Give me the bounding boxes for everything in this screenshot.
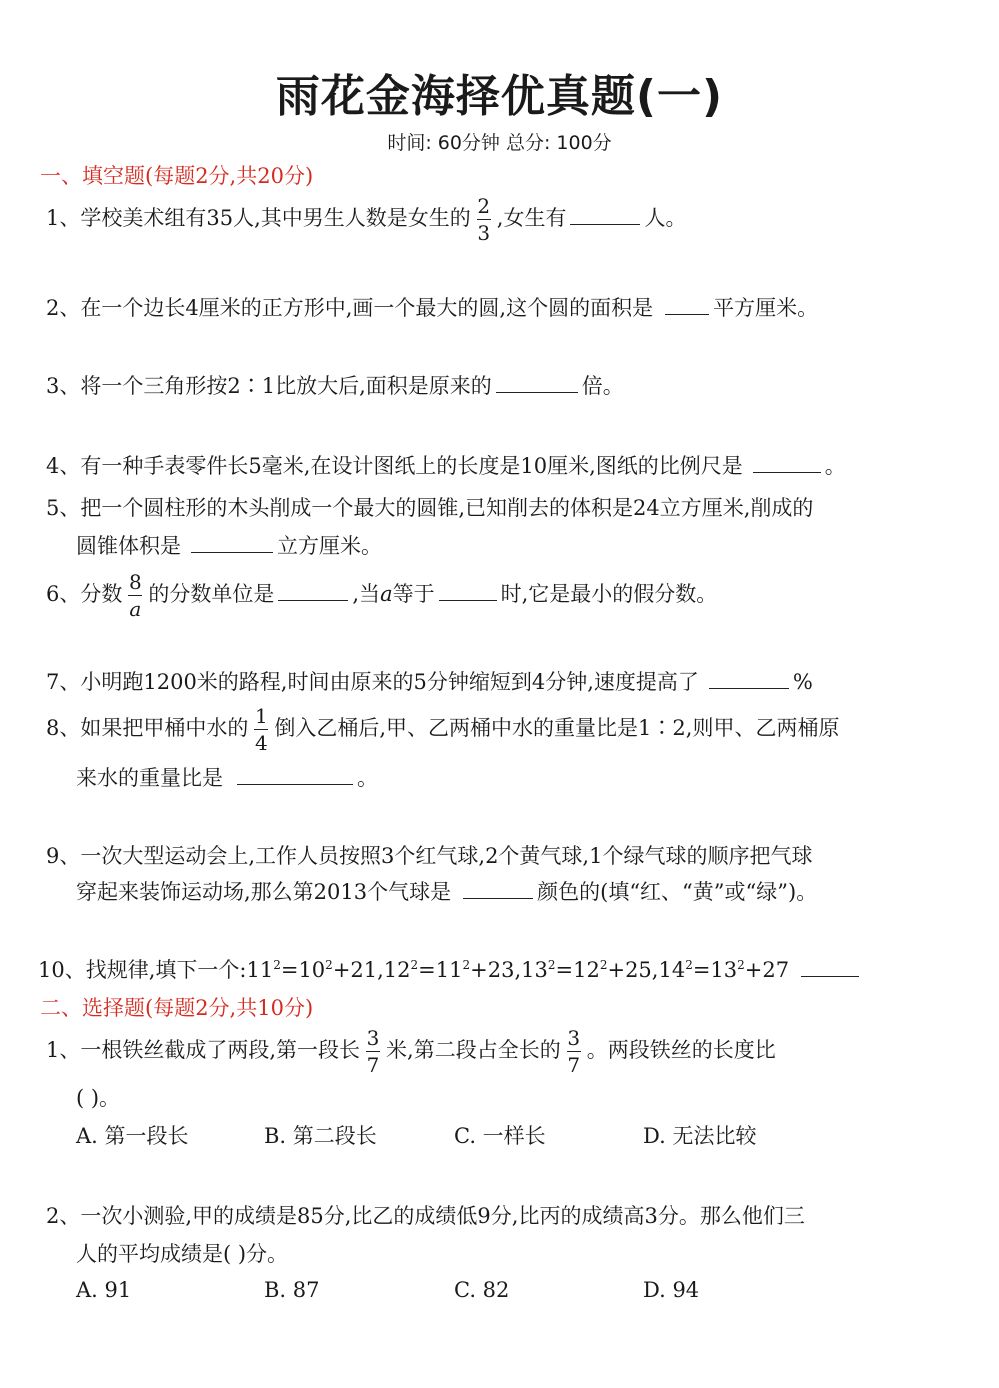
question-text: 颜色的(填“红、“黄”或“绿”)。 (537, 880, 818, 904)
question-text: 8、如果把甲桶中水的 (46, 716, 249, 740)
fill-question-8-line-2 (76, 762, 378, 792)
question-text: =12 (555, 958, 600, 982)
question-text: +25,14 (607, 958, 686, 982)
answer-blank[interactable] (801, 955, 859, 977)
question-text: 倒入乙桶后,甲、乙两桶中水的重量比是1∶2,则甲、乙两桶原 (274, 716, 840, 740)
choice-1-option-d[interactable]: D. 无法比较 (643, 1124, 757, 1148)
question-text: ,女生有 (496, 206, 567, 230)
choice-2-option-c[interactable]: C. 82 (454, 1278, 510, 1302)
section-choice-heading: 二、选择题(每题2分,共10分) (40, 996, 314, 1020)
fraction-denominator: a (129, 597, 142, 621)
question-text: 。两段铁丝的长度比 (586, 1038, 776, 1062)
question-text: 时,它是最小的假分数。 (500, 582, 718, 606)
fraction (254, 706, 268, 753)
exponent: 2 (410, 958, 419, 972)
exponent: 2 (737, 958, 745, 972)
question-text: 米,第二段占全长的 (386, 1038, 561, 1062)
question-text: +27 (744, 958, 790, 982)
choice-1-option-c[interactable]: C. 一样长 (454, 1124, 546, 1148)
fill-question-1 (46, 196, 686, 243)
fraction (366, 1028, 380, 1075)
question-text: 穿起来装饰运动场,那么第2013个气球是 (76, 880, 452, 904)
fraction-numerator: 2 (477, 194, 491, 218)
answer-blank[interactable] (278, 579, 348, 601)
answer-blank[interactable] (237, 763, 353, 785)
fill-question-10 (38, 954, 863, 984)
fraction-numerator: 3 (366, 1026, 380, 1050)
fill-question-7 (46, 666, 813, 696)
fill-question-9 (46, 840, 812, 870)
question-text: 7、小明跑1200米的路程,时间由原来的5分钟缩短到4分钟,速度提高了 (46, 670, 699, 694)
answer-blank[interactable] (463, 877, 533, 899)
answer-blank[interactable] (665, 293, 709, 315)
fill-question-2 (46, 292, 818, 322)
choice-question-1-line-2[interactable]: ( )。 (76, 1086, 121, 1110)
choice-1-option-a[interactable]: A. 第一段长 (76, 1124, 189, 1148)
question-text: 3、将一个三角形按2∶1比放大后,面积是原来的 (46, 374, 492, 398)
fraction (567, 1028, 581, 1075)
fraction-numerator: 1 (255, 704, 268, 728)
variable-a: a (380, 582, 393, 606)
fill-question-5 (46, 492, 813, 522)
fill-question-9-line-2 (76, 876, 817, 906)
question-text: 1、一根铁丝截成了两段,第一段长 (46, 1038, 361, 1062)
fraction-numerator: 3 (567, 1026, 581, 1050)
question-text: =13 (692, 958, 738, 982)
question-text: 。 (357, 766, 378, 790)
answer-blank[interactable] (191, 531, 273, 553)
answer-blank[interactable] (709, 667, 789, 689)
question-text: 圆锥体积是 (76, 534, 181, 558)
question-text: 倍。 (581, 374, 624, 398)
fraction-denominator: 3 (477, 221, 491, 245)
page-title: 雨花金海择优真题(一) (275, 71, 724, 122)
question-text: 平方厘米。 (713, 296, 819, 320)
question-text: 等于 (392, 582, 435, 606)
choice-2-option-d[interactable]: D. 94 (643, 1278, 700, 1302)
exponent: 2 (685, 958, 693, 972)
exponent: 2 (273, 958, 281, 972)
question-text: 的分数单位是 (148, 582, 275, 606)
question-text: =10 (280, 958, 326, 982)
fill-question-3 (46, 370, 624, 400)
exponent: 2 (462, 958, 471, 972)
question-text: 2、在一个边长4厘米的正方形中,画一个最大的圆,这个圆的面积是 (46, 296, 654, 320)
question-text: 。 (824, 454, 846, 478)
question-text: 4、有一种手表零件长5毫米,在设计图纸上的长度是10厘米,图纸的比例尺是 (46, 454, 743, 478)
question-text: 立方厘米。 (277, 534, 382, 558)
exponent: 2 (325, 958, 333, 972)
fraction-denominator: 4 (255, 731, 268, 755)
choice-1-option-b[interactable]: B. 第二段长 (264, 1124, 377, 1148)
question-text: ,当 (352, 582, 381, 606)
choice-question-1 (46, 1028, 776, 1075)
section-fill-in-heading: 一、填空题(每题2分,共20分) (40, 164, 314, 188)
question-text: +21,12 (332, 958, 411, 982)
question-text: 人。 (644, 206, 687, 230)
exponent: 2 (599, 958, 608, 972)
choice-question-2: 2、一次小测验,甲的成绩是85分,比乙的成绩低9分,比丙的成绩高3分。那么他们三 (46, 1204, 805, 1228)
question-text: +23,13 (470, 958, 548, 982)
question-text: 来水的重量比是 (76, 766, 223, 790)
question-text: 5、把一个圆柱形的木头削成一个最大的圆锥,已知削去的体积是24立方厘米,削成的 (46, 496, 814, 520)
fraction-numerator: 8 (129, 570, 142, 594)
fraction-denominator: 7 (366, 1053, 380, 1077)
question-text: 6、分数 (46, 582, 123, 606)
answer-blank[interactable] (753, 451, 821, 473)
fill-question-8 (46, 706, 839, 753)
fill-question-5-line-2 (76, 530, 382, 560)
question-text: % (792, 670, 813, 694)
answer-blank[interactable] (439, 579, 497, 601)
choice-2-option-a[interactable]: A. 91 (76, 1278, 132, 1302)
fraction (477, 196, 491, 243)
fraction-denominator: 7 (567, 1053, 581, 1077)
fill-question-4 (46, 450, 846, 480)
exponent: 2 (547, 958, 556, 972)
answer-blank[interactable] (496, 371, 578, 393)
answer-blank[interactable] (570, 203, 640, 225)
question-text: 1、学校美术组有35人,其中男生人数是女生的 (46, 206, 471, 230)
choice-question-2-line-2[interactable]: 人的平均成绩是( )分。 (76, 1242, 289, 1266)
choice-2-option-b[interactable]: B. 87 (264, 1278, 320, 1302)
fill-question-6 (46, 572, 717, 619)
exam-meta: 时间: 60分钟 总分: 100分 (387, 132, 612, 154)
fraction (128, 572, 142, 619)
question-text: 9、一次大型运动会上,工作人员按照3个红气球,2个黄气球,1个绿气球的顺序把气球 (46, 844, 813, 868)
question-text: =11 (418, 958, 463, 982)
question-text: 10、找规律,填下一个:11 (38, 958, 274, 982)
